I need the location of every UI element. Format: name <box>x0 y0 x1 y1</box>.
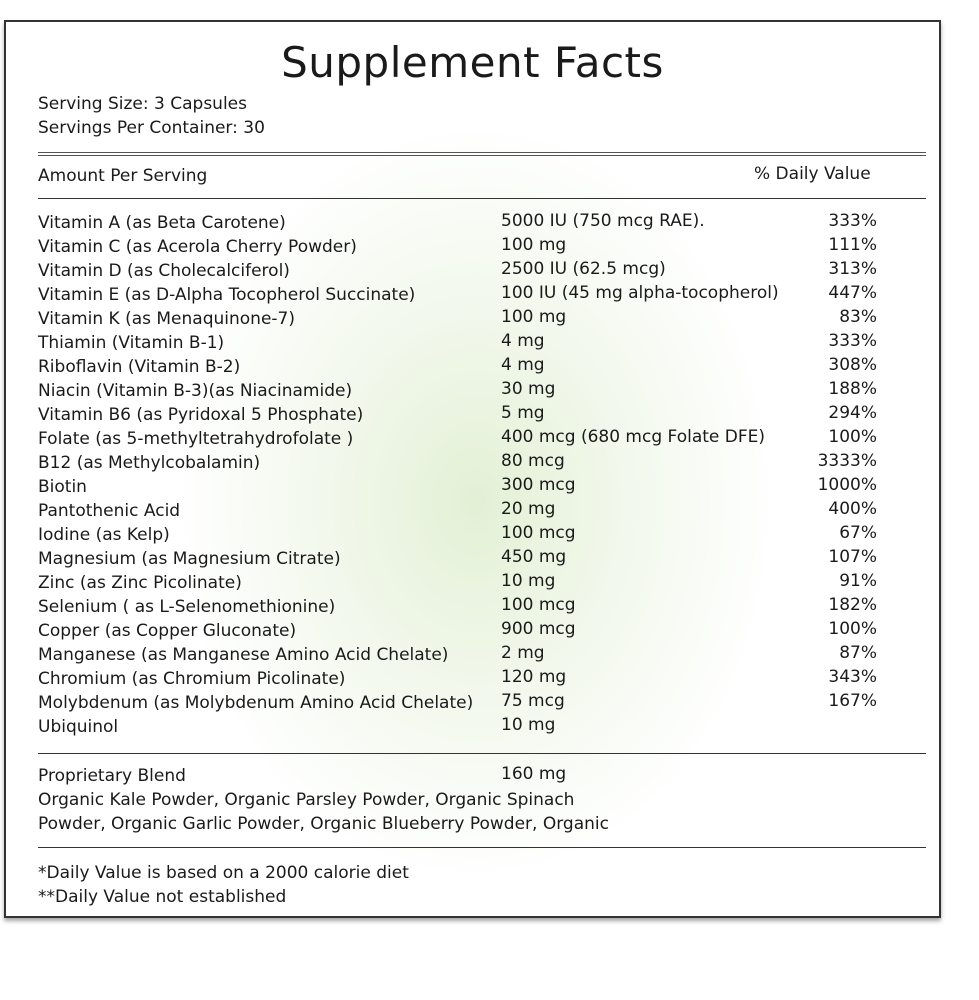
nutrient-name: Manganese (as Manganese Amino Acid Chelate) <box>38 645 449 665</box>
divider <box>38 847 926 848</box>
nutrient-amount: 450 mg <box>501 547 567 567</box>
nutrient-daily-value: 83% <box>839 307 877 327</box>
nutrient-daily-value: 91% <box>839 571 877 591</box>
divider <box>38 152 926 153</box>
supplement-facts-panel <box>4 20 941 918</box>
nutrient-amount: 100 mcg <box>501 595 576 615</box>
nutrient-daily-value: 111% <box>828 235 877 255</box>
nutrient-daily-value: 400% <box>828 499 877 519</box>
nutrient-daily-value: 1000% <box>817 475 877 495</box>
nutrient-name: Riboflavin (Vitamin B-2) <box>38 357 241 377</box>
nutrient-amount: 80 mcg <box>501 451 565 471</box>
nutrient-name: Vitamin E (as D-Alpha Tocopherol Succinate) <box>38 285 416 305</box>
nutrient-name: Pantothenic Acid <box>38 501 181 521</box>
nutrient-name: Vitamin B6 (as Pyridoxal 5 Phosphate) <box>38 405 364 425</box>
nutrient-name: B12 (as Methylcobalamin) <box>38 453 261 473</box>
nutrient-name: Vitamin A (as Beta Carotene) <box>38 213 286 233</box>
nutrient-daily-value: 107% <box>828 547 877 567</box>
nutrient-name: Molybdenum (as Molybdenum Amino Acid Chelate) <box>38 693 474 713</box>
nutrient-amount: 10 mg <box>501 571 556 591</box>
nutrient-daily-value: 100% <box>828 427 877 447</box>
nutrient-name: Thiamin (Vitamin B-1) <box>38 333 225 353</box>
nutrient-name: Vitamin C (as Acerola Cherry Powder) <box>38 237 357 257</box>
nutrient-daily-value: 182% <box>828 595 877 615</box>
nutrient-amount: 5000 IU (750 mcg RAE). <box>501 211 705 231</box>
panel-title: Supplement Facts <box>281 38 664 87</box>
nutrient-daily-value: 447% <box>828 283 877 303</box>
nutrient-daily-value: 100% <box>828 619 877 639</box>
nutrient-amount: 2 mg <box>501 643 545 663</box>
daily-value-header: % Daily Value <box>754 164 871 184</box>
nutrient-name: Biotin <box>38 477 87 497</box>
blend-ingredients-line: Powder, Organic Garlic Powder, Organic Blueberry Powder, Organic <box>38 814 609 834</box>
blend-amount: 160 mg <box>501 764 567 784</box>
nutrient-amount: 100 mg <box>501 235 567 255</box>
nutrient-amount: 100 mg <box>501 307 567 327</box>
nutrient-amount: 2500 IU (62.5 mcg) <box>501 259 666 279</box>
nutrient-amount: 5 mg <box>501 403 545 423</box>
nutrient-amount: 10 mg <box>501 715 556 735</box>
nutrient-name: Zinc (as Zinc Picolinate) <box>38 573 242 593</box>
nutrient-daily-value: 333% <box>828 211 877 231</box>
nutrient-name: Vitamin K (as Menaquinone-7) <box>38 309 295 329</box>
nutrient-daily-value: 188% <box>828 379 877 399</box>
nutrient-amount: 100 IU (45 mg alpha-tocopherol) <box>501 283 779 303</box>
nutrient-daily-value: 343% <box>828 667 877 687</box>
nutrient-name: Folate (as 5-methyltetrahydrofolate ) <box>38 429 354 449</box>
footnote: **Daily Value not established <box>38 887 287 907</box>
amount-per-serving-header: Amount Per Serving <box>38 166 208 186</box>
nutrient-name: Niacin (Vitamin B-3)(as Niacinamide) <box>38 381 353 401</box>
nutrient-amount: 4 mg <box>501 331 545 351</box>
nutrient-daily-value: 87% <box>839 643 877 663</box>
nutrient-amount: 100 mcg <box>501 523 576 543</box>
nutrient-daily-value: 308% <box>828 355 877 375</box>
nutrient-daily-value: 333% <box>828 331 877 351</box>
nutrient-name: Iodine (as Kelp) <box>38 525 170 545</box>
nutrient-daily-value: 67% <box>839 523 877 543</box>
divider <box>38 753 926 754</box>
nutrient-name: Chromium (as Chromium Picolinate) <box>38 669 346 689</box>
nutrient-daily-value: 3333% <box>817 451 877 471</box>
nutrient-amount: 75 mcg <box>501 691 565 711</box>
blend-name: Proprietary Blend <box>38 766 186 786</box>
nutrient-amount: 900 mcg <box>501 619 576 639</box>
blend-ingredients-line: Organic Kale Powder, Organic Parsley Powder, Organic Spinach <box>38 790 575 810</box>
nutrient-amount: 120 mg <box>501 667 567 687</box>
serving-size: Serving Size: 3 Capsules <box>38 94 247 114</box>
servings-per-container: Servings Per Container: 30 <box>38 118 265 138</box>
nutrient-daily-value: 313% <box>828 259 877 279</box>
nutrient-amount: 20 mg <box>501 499 556 519</box>
nutrient-daily-value: 294% <box>828 403 877 423</box>
nutrient-amount: 4 mg <box>501 355 545 375</box>
nutrient-name: Magnesium (as Magnesium Citrate) <box>38 549 341 569</box>
nutrient-amount: 300 mcg <box>501 475 576 495</box>
footnote: *Daily Value is based on a 2000 calorie diet <box>38 863 409 883</box>
nutrient-name: Vitamin D (as Cholecalciferol) <box>38 261 290 281</box>
nutrient-daily-value: 167% <box>828 691 877 711</box>
divider <box>38 198 926 199</box>
nutrient-name: Selenium ( as L-Selenomethionine) <box>38 597 336 617</box>
nutrient-name: Ubiquinol <box>38 717 119 737</box>
nutrient-name: Copper (as Copper Gluconate) <box>38 621 297 641</box>
nutrient-amount: 400 mcg (680 mcg Folate DFE) <box>501 427 766 447</box>
nutrient-amount: 30 mg <box>501 379 556 399</box>
